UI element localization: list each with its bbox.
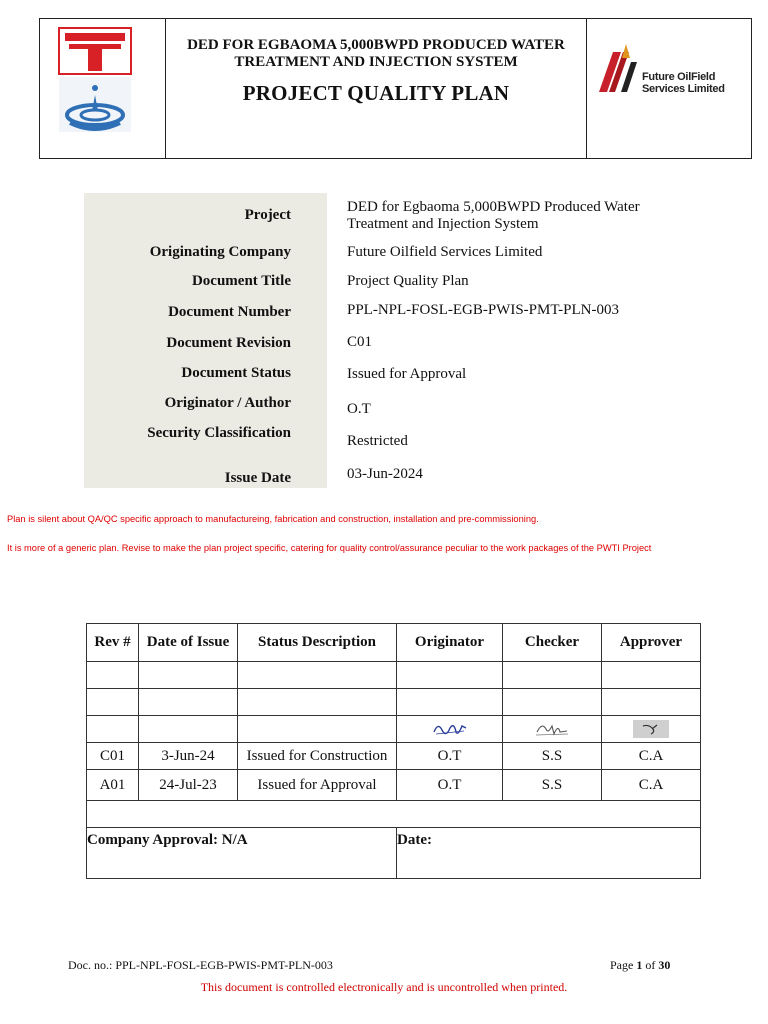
info-value-issue-date: 03-Jun-2024 (347, 466, 423, 482)
info-label-security-classification: Security Classification (147, 425, 291, 441)
info-value-project: DED for Egbaoma 5,000BWPD Produced Water Treatment and Injection System (347, 199, 640, 232)
col-header-rev: Rev # (87, 624, 139, 662)
header-title-cell (166, 19, 586, 158)
footer-doc-number: Doc. no.: PPL-NPL-FOSL-EGB-PWIS-PMT-PLN-003 (68, 958, 333, 972)
info-label-document-title: Document Title (191, 273, 291, 289)
info-value-document-title: Project Quality Plan (347, 273, 469, 289)
col-header-checker: Checker (503, 624, 602, 662)
approval-date: Date: (397, 828, 701, 879)
table-row-empty (87, 689, 701, 716)
company-approval: Company Approval: N/A (87, 828, 397, 879)
info-label-project: Project (244, 207, 291, 223)
info-value-document-revision: C01 (347, 334, 373, 350)
info-value-originator: O.T (347, 401, 371, 417)
table-row-signatures (87, 716, 701, 743)
info-value-originating-company: Future Oilfield Services Limited (347, 244, 543, 260)
review-note-2: It is more of a generic plan. Revise to make the plan project specific, catering for quality control/assurance peculiar to the work packages of the PWTI Project (7, 543, 652, 553)
table-row: A01 24-Jul-23 Issued for Approval O.T S.S C.A (87, 770, 701, 801)
col-header-date: Date of Issue (139, 624, 238, 662)
future-oilfield-logo-mark (599, 44, 643, 94)
info-label-originating-company: Originating Company (149, 244, 291, 260)
review-note-1: Plan is silent about QA/QC specific approach to manufactureing, fabrication and construction, installation and pre-commissioning. (7, 514, 539, 524)
footer-control-notice: This document is controlled electronically and is uncontrolled when printed. (200, 980, 568, 994)
document-header (39, 18, 752, 159)
col-header-status: Status Description (238, 624, 397, 662)
right-logo-cell (586, 19, 751, 158)
project-title: DED FOR EGBAOMA 5,000BWPD PRODUCED WATER TREATMENT AND INJECTION SYSTEM (187, 37, 565, 70)
table-row-empty (87, 662, 701, 689)
info-label-originator: Originator / Author (164, 395, 291, 411)
col-header-approver: Approver (602, 624, 701, 662)
left-logo-cell (40, 19, 166, 158)
approver-signature (633, 720, 669, 738)
info-value-security-classification: Restricted (347, 433, 408, 449)
right-logo-text: Future OilField Services Limited (642, 71, 725, 95)
info-label-document-number: Document Number (168, 304, 291, 320)
col-header-originator: Originator (397, 624, 503, 662)
table-row-spacer (87, 801, 701, 828)
info-label-issue-date: Issue Date (224, 470, 291, 486)
info-value-document-number: PPL-NPL-FOSL-EGB-PWIS-PMT-PLN-003 (347, 302, 619, 318)
info-label-document-revision: Document Revision (166, 335, 291, 351)
document-title: PROJECT QUALITY PLAN (242, 81, 510, 105)
footer-page-number: Page 1 of 30 (610, 958, 671, 972)
revision-table-header (87, 624, 701, 662)
info-label-document-status: Document Status (181, 365, 291, 381)
revision-table (86, 623, 701, 879)
company-logo (40, 19, 165, 158)
info-value-document-status: Issued for Approval (347, 366, 467, 382)
originator-signature (432, 720, 468, 738)
checker-signature (534, 720, 570, 738)
approval-row (87, 828, 701, 879)
table-row: C01 3-Jun-24 Issued for Construction O.T S.S C.A (87, 743, 701, 770)
